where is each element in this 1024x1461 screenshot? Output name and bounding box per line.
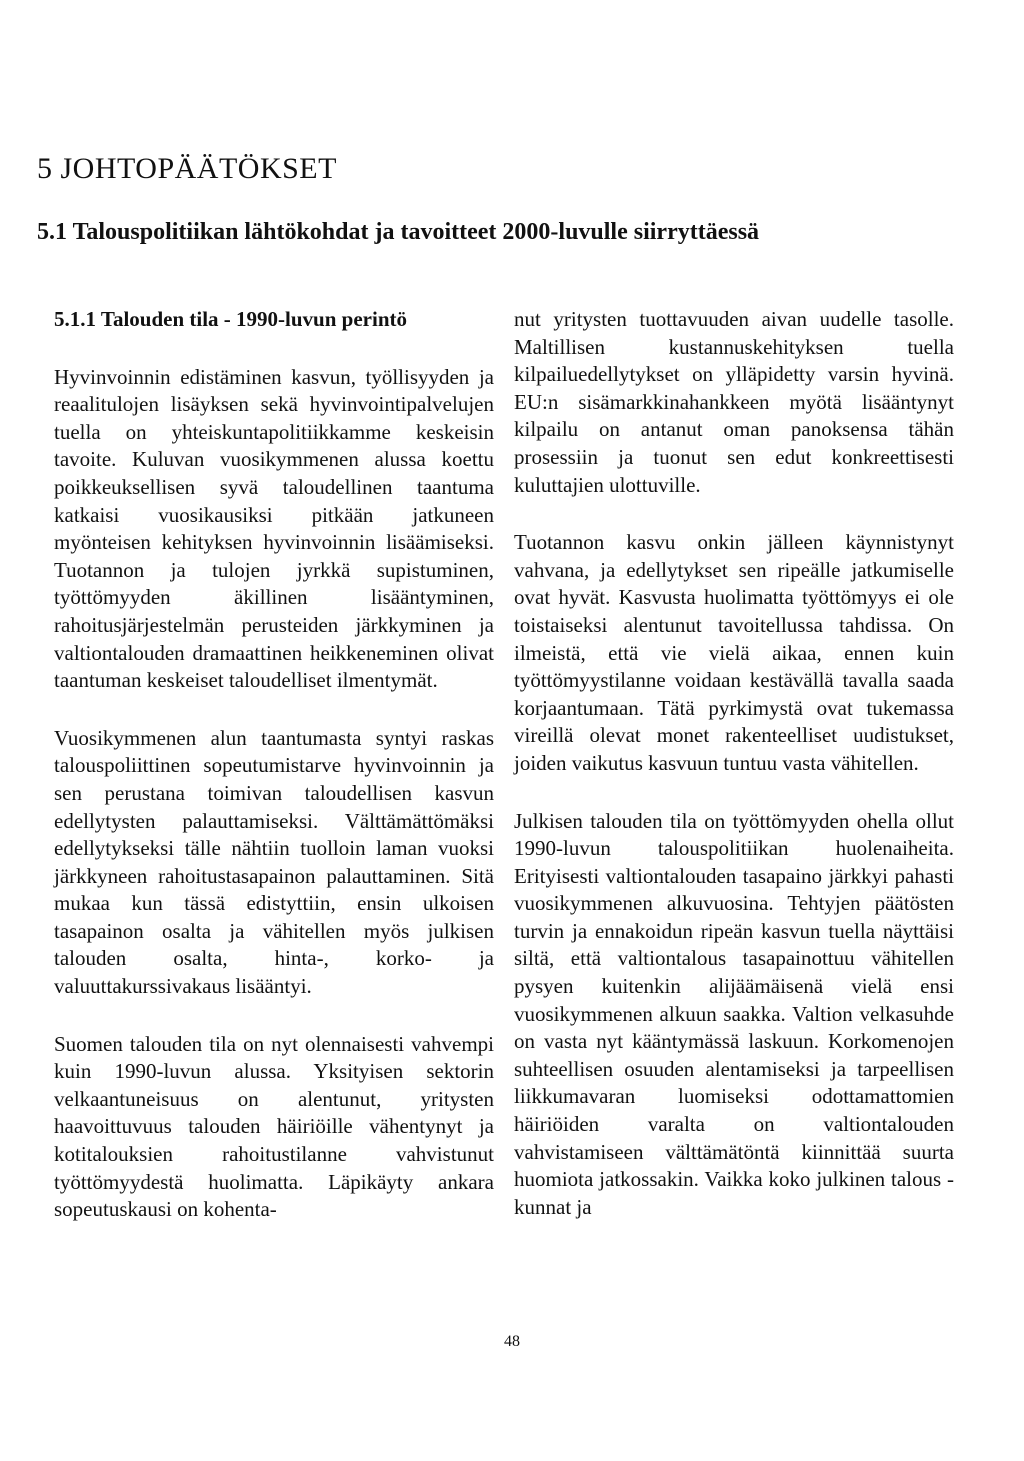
body-paragraph: Suomen talouden tila on nyt olennaisesti vahvempi kuin 1990-luvun alussa. Yksityisen sektorin velkaantuneisuus on alentunut, yritysten haavoittuvuus talouden häiriöille vähentynyt ja kotitalouksien rahoitustilanne vahvistunut työttömyydestä huolimatta. Läpikäyty ankara sopeutuskausi on kohenta- [54, 1031, 494, 1222]
left-column [54, 306, 494, 1254]
right-column [514, 306, 954, 1251]
body-paragraph: Vuosikymmenen alun taantumasta syntyi raskas talouspoliittinen sopeutumistarve hyvinvoinnin ja sen perustana toimivan taloudellisen kasvun edellytysten palauttamiseksi. Välttämättömäksi edellytykseksi tälle nähtiin tuolloin laman vuoksi järkkyneen rahoitustasapainon palauttaminen. Sitä mukaa kun tässä edistyttiin, ensin ulkoisen tasapainon osalta ja vähitellen myös julkisen talouden osalta, hinta-, korko- ja valuuttakurssivakaus lisääntyi. [54, 725, 494, 999]
body-paragraph: Julkisen talouden tila on työttömyyden ohella ollut 1990-luvun talouspolitiikan huolenaiheita. Erityisesti valtiontalouden tasapaino järkkyi pahasti vuosikymmenen alkuvuosina. Tehtyjen päätösten turvin ja ennakoidun ripeän kasvun tuella näyttäisi siltä, että valtiontalous tasapainottuu vähitellen pysyen kuitenkin alijäämäisenä vielä ensi vuosikymmenen alkuun saakka. Valtion velkasuhde on vasta nyt kääntymässä laskuun. Korkomenojen suhteellisen osuuden alentamiseksi ja tarpeellisen liikkumavaran luomiseksi odottamattomien häiriöiden varalta on valtiontalouden vahvistamiseen välttämätöntä kiinnittää suurta huomiota jatkossakin. Vaikka koko julkinen talous - kunnat ja [514, 808, 954, 1219]
page-number: 48 [504, 1333, 520, 1350]
subsection-title: 5.1.1 Talouden tila - 1990-luvun perintö [54, 307, 407, 331]
section-title: 5.1 Talouspolitiikan lähtökohdat ja tavoitteet 2000-luvulle siirryttäessä [37, 219, 760, 245]
chapter-title: 5 JOHTOPÄÄTÖKSET [37, 152, 337, 185]
body-paragraph: Tuotannon kasvu onkin jälleen käynnistynyt vahvana, ja edellytykset sen ripeälle jatkumiselle ovat hyvät. Kasvusta huolimatta työttömyys ei ole toistaiseksi alentunut tavoitellussa tahdissa. On ilmeistä, että vie vielä aikaa, ennen kuin työttömyystilanne voidaan kestävällä tavalla saada korjaantumaan. Tätä pyrkimystä ovat tukemassa vireillä olevat monet rakenteelliset uudistukset, joiden vaikutus kasvuun tuntuu vasta vähitellen. [514, 530, 954, 775]
body-paragraph: Hyvinvoinnin edistäminen kasvun, työllisyyden ja reaalitulojen lisäyksen sekä hyvinvointipalvelujen tuella on yhteiskuntapolitiikkamme keskeisin tavoite. Kuluvan vuosikymmenen alussa koettu poikkeuksellisen syvä taloudellinen taantuma katkaisi vuosikausiksi pitkään jatkuneen myönteisen kehityksen hyvinvoinnin lisäämiseksi. Tuotannon ja tulojen jyrkkä supistuminen, työttömyyden äkillinen lisääntyminen, rahoitusjärjestelmän perusteiden järkkyminen ja valtiontalouden dramaattinen heikkeneminen olivat taantuman keskeiset taloudelliset ilmentymät. [54, 364, 494, 693]
body-paragraph: nut yritysten tuottavuuden aivan uudelle tasolle. Maltillisen kustannuskehityksen tuella kilpailuedellytykset on ylläpidetty varsin hyvinä. EU:n sisämarkkinahankkeen myötä lisääntynyt kilpailu on antanut oman panoksensa tähän prosessiin ja tuonut sen edut konkreettisesti kuluttajien ulottuville. [514, 307, 954, 497]
